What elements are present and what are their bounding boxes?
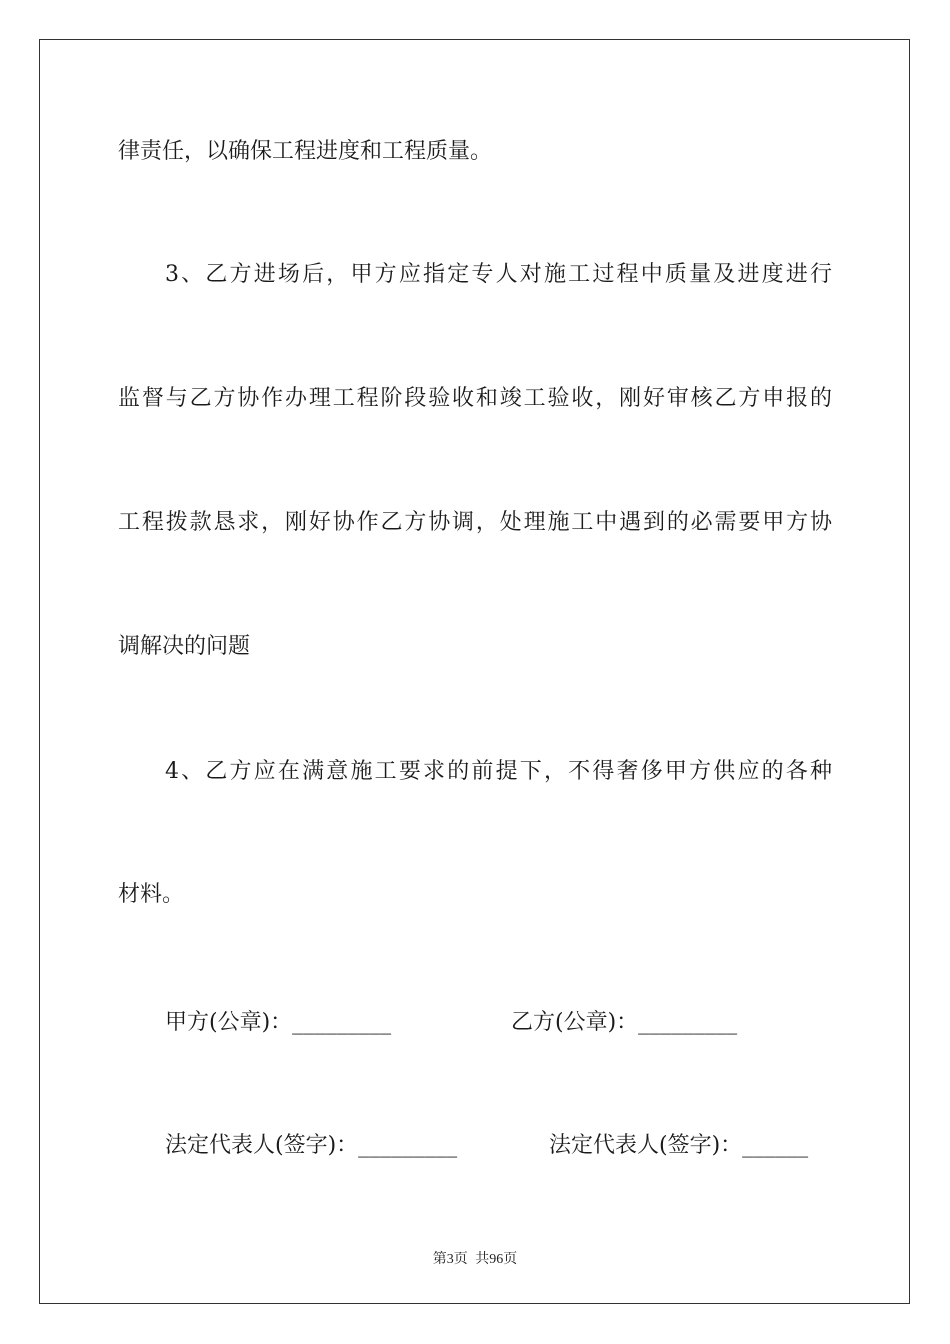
party-b-seal-line: 乙方(公章)：_________ bbox=[511, 1010, 738, 1035]
page-frame bbox=[39, 39, 910, 1304]
page-footer bbox=[0, 1248, 950, 1268]
total-pages: 共96页 bbox=[475, 1252, 518, 1267]
page-number: 第3页 bbox=[432, 1252, 468, 1267]
party-a-representative-line: 法定代表人(签字)：_________ bbox=[165, 1133, 458, 1158]
paragraph-4-line-2: 材料。 bbox=[118, 882, 185, 907]
paragraph-4-line-1: 4、乙方应在满意施工要求的前提下，不得奢侈甲方供应的各种 bbox=[165, 759, 832, 784]
paragraph-3-line-3: 工程拨款恳求，刚好协作乙方协调，处理施工中遇到的必需要甲方协 bbox=[118, 510, 832, 535]
paragraph-3-line-4: 调解决的问题 bbox=[118, 634, 251, 659]
paragraph-3-line-2: 监督与乙方协作办理工程阶段验收和竣工验收，刚好审核乙方申报的 bbox=[118, 386, 832, 411]
body-line-1: 律责任，以确保工程进度和工程质量。 bbox=[118, 139, 493, 164]
party-b-representative-line: 法定代表人(签字)：______ bbox=[549, 1133, 809, 1158]
party-a-seal-line: 甲方(公章)：_________ bbox=[165, 1010, 392, 1035]
paragraph-3-line-1: 3、乙方进场后，甲方应指定专人对施工过程中质量及进度进行 bbox=[165, 262, 832, 287]
